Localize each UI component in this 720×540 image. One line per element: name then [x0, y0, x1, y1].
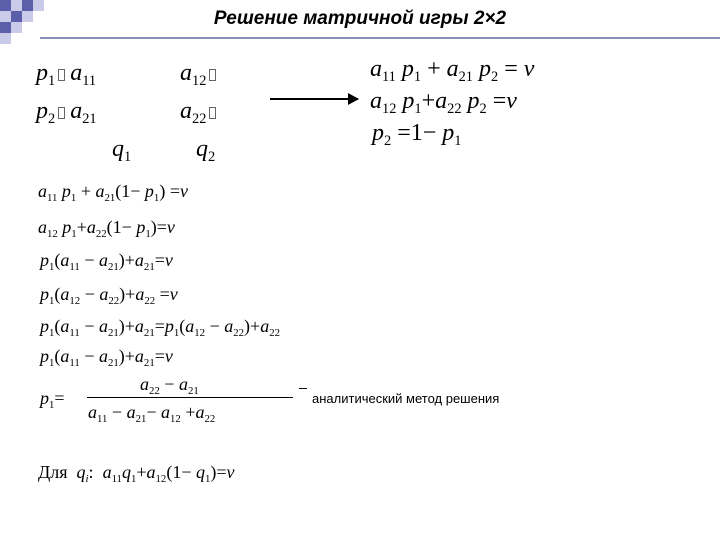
- matrix-row-1: $p_1$ $a_{11}$: [36, 60, 97, 90]
- derivation-line-1: $a_{11}$ $p_1 + a_{21}(1- p_1) =v$: [38, 181, 188, 204]
- derivation-line-3: $p_1(a_{11} - a_{21})+a_{21}=v$: [40, 250, 173, 273]
- arrow-icon: [270, 98, 358, 100]
- matrix-row-1-col-2: $a_{12}$: [180, 60, 219, 90]
- derivation-line-5: $p_1(a_{11} - a_{21})+a_{21}=p_1(a_{12} - a_{22})+a_{22}$: [40, 316, 280, 339]
- q-line: Для $q_i$: $a_{11}q_1+a_{12}(1- q_1)=v$: [38, 462, 235, 485]
- formula-lhs: $p_1=$: [40, 388, 65, 411]
- matrix-row-2-col-2: $a_{22}$: [180, 98, 219, 128]
- derivation-line-4: $p_1(a_{12} - a_{22})+a_{22} =v$: [40, 284, 178, 307]
- title-underline: [40, 37, 720, 39]
- dash-separator: [299, 388, 307, 389]
- method-note: аналитический метод решения: [312, 391, 500, 406]
- system-line-1: $a_{11}$ $p_1 + a_{21}$ $p_2 = v$: [370, 56, 535, 86]
- formula-denominator: $a_{11} - a_{21}- a_{12} +a_{22}$: [88, 402, 216, 425]
- page-title: Решение матричной игры 2×2: [213, 8, 507, 29]
- system-line-3: $p_2 =1- p_1$: [372, 120, 462, 150]
- formula-numerator: $a_{22} - a_{21}$: [140, 374, 199, 397]
- derivation-line-6: $p_1(a_{11} - a_{21})+a_{21}=v$: [40, 346, 173, 369]
- matrix-row-2: $p_2$ $a_{21}$: [36, 98, 97, 128]
- system-line-2: $a_{12}$ $p_1+a_{22}$ $p_2 =v$: [370, 88, 517, 118]
- matrix-q2: $q_2$: [196, 136, 216, 166]
- matrix-q1: $q_1$: [112, 136, 132, 166]
- derivation-line-2: $a_{12}$ $p_1+a_{22}(1- p_1)=v$: [38, 217, 175, 240]
- fraction-bar: [87, 397, 293, 398]
